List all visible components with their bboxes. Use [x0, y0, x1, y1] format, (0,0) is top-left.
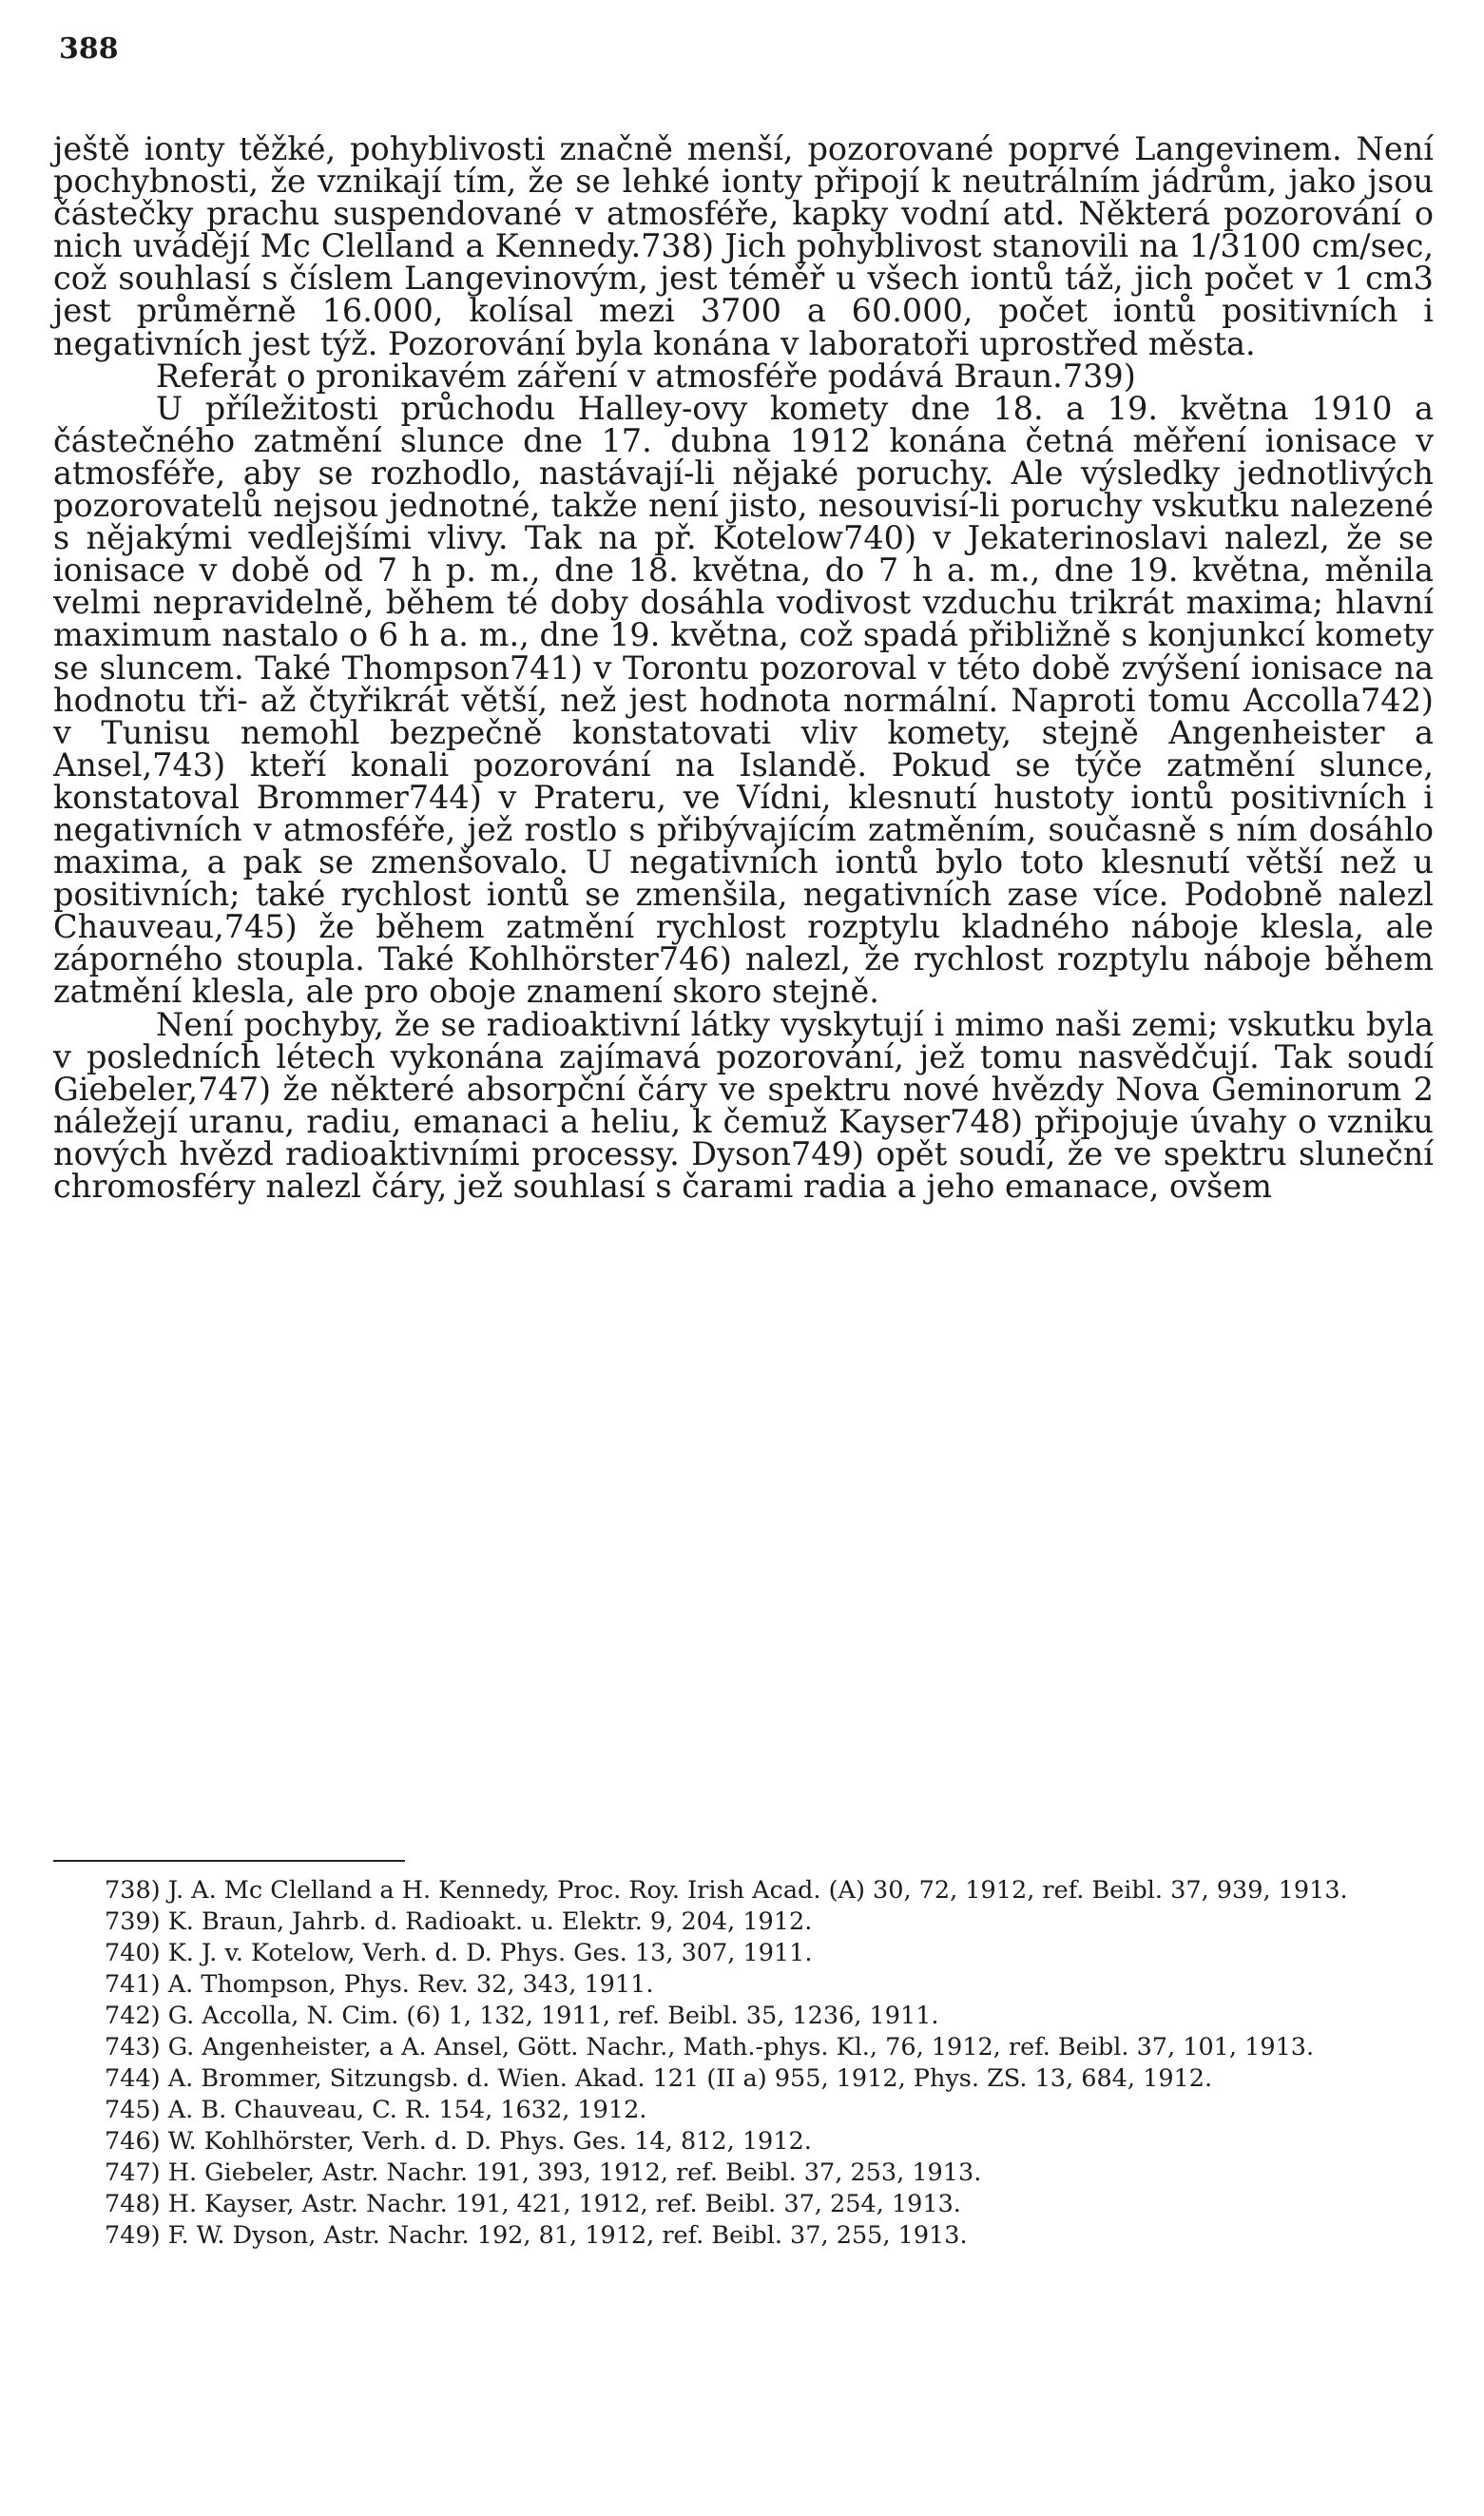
paragraph: ještě ionty těžké, pohyblivosti značně menší, pozorované poprvé Langevinem. Není pochybnosti, že vznikají tím, že se lehké ionty připojí k neutrálním jádrům, jako jsou částečky prachu suspendované v atmosféře, kapky vodní atd. Některá pozorování o nich uvádějí Mc Clelland a Kennedy.738) Jich pohyblivost stanovili na 1/3100 cm/sec, což souhlasí s číslem Langevinovým, jest téměř u všech iontů táž, jich počet v 1 cm3 jest průměrně 16.000, kolísal mezi 3700 a 60.000, počet iontů positivních i negativních jest týž. Pozorování byla konána v laboratoři uprostřed města. — [53, 130, 1434, 362]
paragraph: U příležitosti průchodu Halley-ovy komety dne 18. a 19. května 1910 a částečného zatmění slunce dne 17. dubna 1912 konána četná měření ionisace v atmosféře, aby se rozhodlo, nastávají-li nějaké poruchy. Ale výsledky jednotlivých pozorovatelů nejsou jednotné, takže není jisto, nesouvisí-li poruchy vskutku nalezené s nějakými vedlejšími vlivy. Tak na př. Kotelow740) v Jekaterinoslavi nalezl, že se ionisace v době od 7 h p. m., dne 18. května, do 7 h a. m., dne 19. května, měnila velmi nepravidelně, během té doby dosáhla vodivost vzduchu trikrát maxima; hlavní maximum nastalo o 6 h a. m., dne 19. května, což spadá přibližně s konjunkcí komety se sluncem. Také Thompson741) v Torontu pozoroval v této době zvýšení ionisace na hodnotu tři- až čtyřikrát větší, než jest hodnota normální. Naproti tomu Accolla742) v Tunisu nemohl bezpečně konstatovati vliv komety, stejně Angenheister a Ansel,743) kteří konali pozorování na Islandě. Pokud se týče zatmění slunce, konstatoval Brommer744) v Prateru, ve Vídni, klesnutí hustoty iontů positivních i negativních v atmosféře, jež rostlo s přibývajícím zatměním, současně s ním dosáhlo maxima, a pak se zmenšovalo. U negativních iontů bylo toto klesnutí větší než u positivních; také rychlost iontů se zmenšila, negativních zase více. Podobně nalezl Chauveau,745) že během zatmění rychlost rozptylu kladného náboje klesla, ale záporného stoupla. Také Kohlhörster746) nalezl, že rychlost rozptylu náboje během zatmění klesla, ale pro oboje znamení skoro stejně. — [53, 389, 1434, 1011]
paragraph: Referát o pronikavém záření v atmosféře podává Braun.739) — [156, 357, 1136, 395]
footnote: 740) K. J. v. Kotelow, Verh. d. D. Phys. Ges. 13, 307, 1911. — [105, 1939, 813, 1967]
footnote: 747) H. Giebeler, Astr. Nachr. 191, 393, 1912, ref. Beibl. 37, 253, 1913. — [105, 2158, 982, 2187]
footnote: 741) A. Thompson, Phys. Rev. 32, 343, 1911. — [105, 1970, 654, 1999]
paragraph: Není pochyby, že se radioaktivní látky vyskytují i mimo naši zemi; vskutku byla v posledních létech vykonána zajímavá pozorování, jež tomu nasvědčují. Tak soudí Giebeler,747) že některé absorpční čáry ve spektru nové hvězdy Nova Geminorum 2 náležejí uranu, radiu, emanaci a heliu, k čemuž Kayser748) připojuje úvahy o vzniku nových hvězd radioaktivními processy. Dyson749) opět soudí, že ve spektru sluneční chromosféry nalezl čáry, jež souhlasí s čarami radia a jeho emanace, ovšem — [53, 1005, 1434, 1205]
footnote: 739) K. Braun, Jahrb. d. Radioakt. u. Elektr. 9, 204, 1912. — [105, 1907, 813, 1936]
footnote: 744) A. Brommer, Sitzungsb. d. Wien. Akad. 121 (II a) 955, 1912, Phys. ZS. 13, 684, 1912. — [105, 2064, 1213, 2093]
footnote: 746) W. Kohlhörster, Verh. d. D. Phys. Ges. 14, 812, 1912. — [105, 2127, 812, 2156]
footnote-divider — [53, 1860, 405, 1862]
footnote: 742) G. Accolla, N. Cim. (6) 1, 132, 1911, ref. Beibl. 35, 1236, 1911. — [105, 2002, 939, 2030]
footnote: 749) F. W. Dyson, Astr. Nachr. 192, 81, 1912, ref. Beibl. 37, 255, 1913. — [105, 2221, 968, 2250]
footnote: 738) J. A. Mc Clelland a H. Kennedy, Proc. Roy. Irish Acad. (A) 30, 72, 1912, ref. Beibl. 37, 939, 1913. — [105, 1876, 1348, 1905]
footnotes — [53, 1860, 1434, 2252]
footnote: 743) G. Angenheister, a A. Ansel, Gött. Nachr., Math.-phys. Kl., 76, 1912, ref. Beibl. 37, 101, 1913. — [105, 2033, 1315, 2061]
page-number: 388 — [59, 32, 119, 66]
footnote: 745) A. B. Chauveau, C. R. 154, 1632, 1912. — [105, 2096, 647, 2124]
body-text — [53, 130, 1434, 1205]
footnote: 748) H. Kayser, Astr. Nachr. 191, 421, 1912, ref. Beibl. 37, 254, 1913. — [105, 2190, 961, 2218]
